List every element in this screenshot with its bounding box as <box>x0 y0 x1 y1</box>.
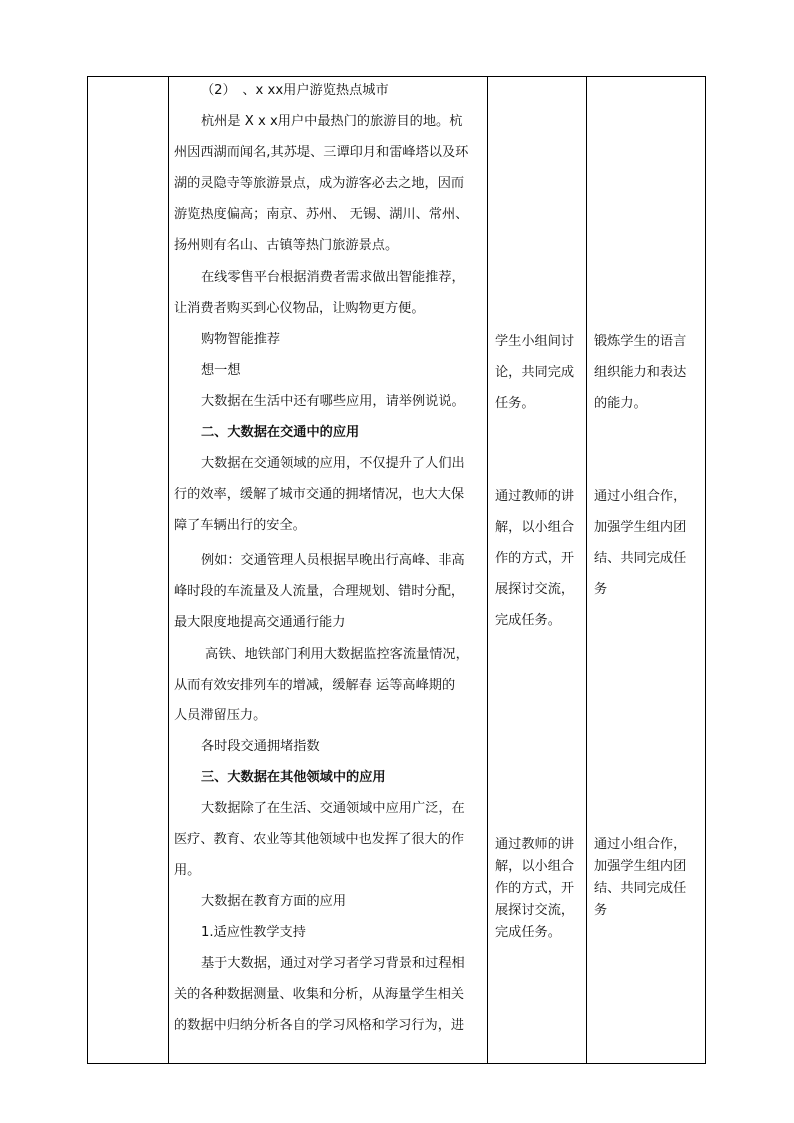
content-line: 在线零售平台根据消费者需求做出智能推荐， <box>201 270 465 285</box>
intent-line: 结、共同完成任 <box>594 881 687 896</box>
section-heading: 二、大数据在交通中的应用 <box>201 425 360 440</box>
content-line: 高铁、地铁部门利用大数据监控客流量情况， <box>205 647 469 662</box>
intent-line: 加强学生组内团 <box>594 520 687 535</box>
column-divider <box>168 76 169 1064</box>
activity-line: 展探讨交流， <box>495 903 575 918</box>
intent-line: 组织能力和表达 <box>594 365 687 380</box>
content-line: 行的效率，缓解了城市交通的拥堵情况，也大大保 <box>174 487 465 502</box>
intent-line: 务 <box>594 582 608 597</box>
activity-line: 解，以小组合 <box>495 520 575 535</box>
content-line: （2） 、x xx用户游览热点城市 <box>201 83 389 98</box>
content-line: 用。 <box>174 863 201 878</box>
content-line: 想一想 <box>201 363 241 378</box>
content-line: 大数据在教育方面的应用 <box>201 894 347 909</box>
activity-line: 作的方式，开 <box>495 881 575 896</box>
activity-line: 通过教师的讲 <box>495 489 575 504</box>
design-intent-column <box>588 76 704 1064</box>
content-line: 游览热度偏高；南京、苏州、 无锡、湖川、常州、 <box>174 207 469 222</box>
content-line: 湖的灵隐寺等旅游景点，成为游客必去之地，因而 <box>174 176 465 191</box>
activity-line: 展探讨交流， <box>495 582 575 597</box>
content-line: 关的各种数据测量、收集和分析，从海量学生相关 <box>174 987 465 1002</box>
content-line: 大数据在交通领域的应用，不仅提升了人们出 <box>201 456 465 471</box>
teaching-content-column <box>170 76 486 1064</box>
content-line: 杭州是 X x x用户中最热门的旅游目的地。杭 <box>201 114 463 129</box>
intent-line: 的能力。 <box>594 396 647 411</box>
activity-line: 学生小组间讨 <box>495 334 575 349</box>
column-divider <box>487 76 488 1064</box>
intent-line: 结、共同完成任 <box>594 551 687 566</box>
content-line: 1.适应性教学支持 <box>201 925 306 940</box>
intent-line: 通过小组合作， <box>594 837 687 852</box>
content-line: 扬州则有名山、古镇等热门旅游景点。 <box>174 238 399 253</box>
activity-line: 完成任务。 <box>495 613 561 628</box>
content-line: 州因西湖而闻名,其苏堤、三谭印月和雷峰塔以及环 <box>174 145 469 160</box>
content-line: 障了车辆出行的安全。 <box>174 518 306 533</box>
content-line: 让消费者购买到心仪物品，让购物更方便。 <box>174 301 425 316</box>
content-line: 人员滞留压力。 <box>174 708 267 723</box>
content-line: 大数据在生活中还有哪些应用，请举例说说。 <box>201 394 465 409</box>
student-activity-column <box>489 76 585 1064</box>
activity-line: 完成任务。 <box>495 925 561 940</box>
content-line: 最大限度地提高交通通行能力 <box>174 615 346 630</box>
activity-line: 论，共同完成 <box>495 365 575 380</box>
activity-line: 解，以小组合 <box>495 859 575 874</box>
content-line: 从而有效安排列车的增减，缓解春 运等高峰期的 <box>174 678 456 693</box>
content-line: 各时段交通拥堵指数 <box>201 739 320 754</box>
intent-line: 锻炼学生的语言 <box>594 334 687 349</box>
content-line: 例如：交通管理人员根据早晚出行高峰、非高 <box>201 553 465 568</box>
activity-line: 任务。 <box>495 396 535 411</box>
content-line: 的数据中归纳分析各自的学习风格和学习行为，进 <box>174 1018 465 1033</box>
content-line: 峰时段的车流量及人流量，合理规划、错时分配， <box>174 584 465 599</box>
intent-line: 加强学生组内团 <box>594 859 687 874</box>
section-heading: 三、大数据在其他领域中的应用 <box>201 770 386 785</box>
content-line: 基于大数据，通过对学习者学习背景和过程相 <box>201 956 465 971</box>
intent-line: 务 <box>594 903 608 918</box>
column-divider <box>586 76 587 1064</box>
content-line: 医疗、教育、农业等其他领域中也发挥了很大的作 <box>174 832 465 847</box>
content-line: 大数据除了在生活、交通领域中应用广泛，在 <box>201 801 465 816</box>
intent-line: 通过小组合作， <box>594 489 687 504</box>
content-line: 购物智能推荐 <box>201 332 281 347</box>
activity-line: 通过教师的讲 <box>495 837 575 852</box>
activity-line: 作的方式，开 <box>495 551 575 566</box>
